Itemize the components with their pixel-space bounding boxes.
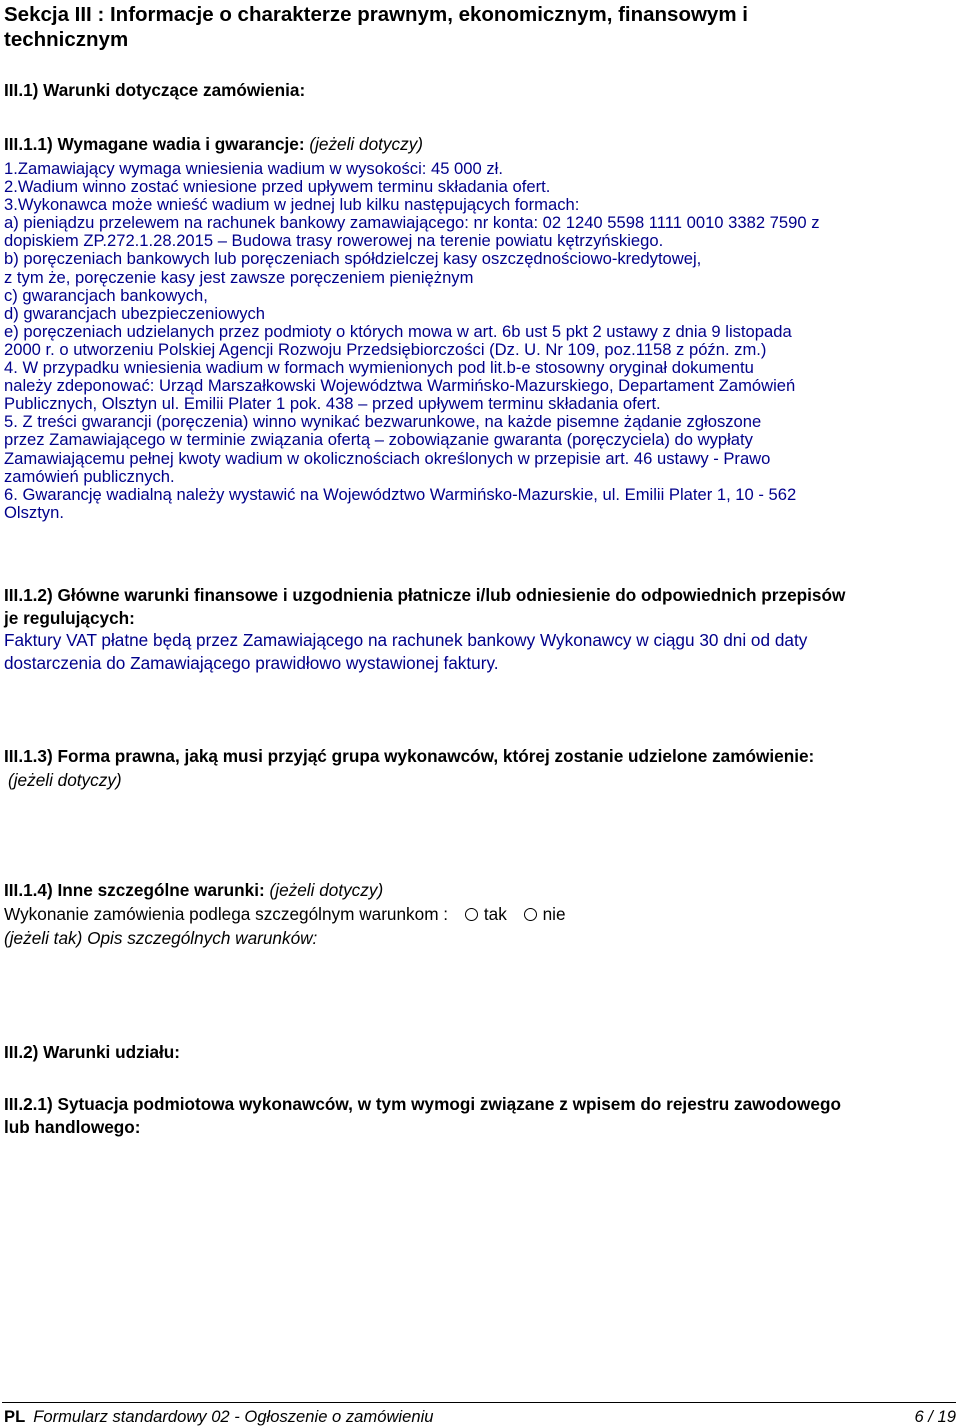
wadium-line: 2.Wadium winno zostać wniesione przed upływem terminu składania ofert. <box>4 177 551 197</box>
special-conditions-description-text: (jeżeli tak) Opis szczególnych warunków: <box>4 928 318 948</box>
wadium-line: 5. Z treści gwarancji (poręczenia) winno wynikać bezwarunkowe, na każde pisemne żądanie zgłoszone <box>4 412 762 432</box>
wadium-line: b) poręczeniach bankowych lub poręczeniach spółdzielczej kasy oszczędnościowo-kredytowej, <box>4 249 702 269</box>
wadium-line: 2000 r. o utworzeniu Polskiej Agencji Rozwoju Przedsiębiorczości (Dz. U. Nr 109, poz.1158 z późn. zm.) <box>4 339 767 359</box>
footer-page-number: 6 / 19 <box>914 1407 956 1426</box>
wadium-line: Olsztyn. <box>4 502 64 522</box>
radio-nie-label: nie <box>542 904 566 924</box>
special-conditions-question-text: Wykonanie zamówienia podlega szczególnym warunkom : <box>4 904 449 924</box>
section-title <box>4 2 904 52</box>
heading-iii-2-text: III.2) Warunki udziału: <box>4 1042 181 1062</box>
special-conditions-description-label <box>4 927 317 949</box>
heading-iii-1-text: III.1) Warunki dotyczące zamówienia: <box>4 80 306 100</box>
wadium-line: zamówień publicznych. <box>4 466 175 486</box>
heading-iii-1 <box>4 80 948 100</box>
heading-iii-1-1-note: (jeżeli dotyczy) <box>309 134 424 154</box>
wadium-line: dopiskiem ZP.272.1.28.2015 – Budowa trasy rowerowej na terenie powiatu kętrzyńskiego. <box>4 231 664 251</box>
footer-divider <box>2 1402 956 1403</box>
page-footer <box>4 1407 956 1427</box>
heading-iii-1-4 <box>4 880 948 900</box>
wadium-line: e) poręczeniach udzielanych przez podmioty o których mowa w art. 6b ust 5 pkt 2 ustawy z dnia 9 listopada <box>4 321 792 341</box>
heading-iii-1-4-note: (jeżeli dotyczy) <box>269 880 384 900</box>
heading-iii-1-1-text: III.1.1) Wymagane wadia i gwarancje: <box>4 134 305 154</box>
heading-iii-2 <box>4 1042 948 1062</box>
wadium-line: 1.Zamawiający wymaga wniesienia wadium w wysokości: 45 000 zł. <box>4 159 503 178</box>
section-title-line-1: Sekcja III : Informacje o charakterze prawnym, ekonomicznym, finansowym i <box>4 3 748 26</box>
special-conditions-question <box>4 903 566 925</box>
heading-iii-1-3-text: III.1.3) Forma prawna, jaką musi przyjąć grupa wykonawców, której zostanie udzielone zamówienie: <box>4 746 815 766</box>
wadium-line: 3.Wykonawca może wnieść wadium w jednej lub kilku następujących formach: <box>4 195 580 215</box>
heading-iii-1-2 <box>4 584 948 630</box>
wadium-line: 6. Gwarancję wadialną należy wystawić na Województwo Warmińsko-Mazurskie, ul. Emilii Plater 1, 10 - 562 <box>4 484 797 504</box>
heading-iii-1-2-line-1: III.1.2) Główne warunki finansowe i uzgodnienia płatnicze i/lub odniesienie do odpowiednich przepisów <box>4 585 846 605</box>
wadium-line: c) gwarancjach bankowych, <box>4 285 208 305</box>
wadium-line: 4. W przypadku wniesienia wadium w formach wymienionych pod lit.b-e stosowny oryginał dokumentu <box>4 358 754 378</box>
wadium-line: przez Zamawiającego w terminie związania ofertą – zobowiązanie gwaranta (poręczyciela) do wypłaty <box>4 430 753 450</box>
wadium-line: z tym że, poręczenie kasy jest zawsze poręczeniem pieniężnym <box>4 267 474 287</box>
radio-tak[interactable] <box>465 908 478 921</box>
heading-iii-2-1-line-2: lub handlowego: <box>4 1117 141 1137</box>
payment-terms <box>4 629 948 675</box>
radio-nie[interactable] <box>524 908 537 921</box>
footer-language: PL <box>4 1407 26 1426</box>
wadium-line: Publicznych, Olsztyn ul. Emilii Plater 1 pok. 438 – przed upływem terminu składania ofert. <box>4 394 661 414</box>
wadium-line: Zamawiającemu pełnej kwoty wadium w okolicznościach określonych w przepisie art. 46 ustawy - Prawo <box>4 448 771 468</box>
section-title-line-2: technicznym <box>4 28 129 51</box>
heading-iii-2-1-line-1: III.2.1) Sytuacja podmiotowa wykonawców, w tym wymogi związane z wpisem do rejestru zawodowego <box>4 1094 841 1114</box>
wadium-line: a) pieniądzu przelewem na rachunek bankowy zamawiającego: nr konta: 02 1240 5598 1111 0010 3382 7590 z <box>4 213 820 233</box>
payment-terms-line: dostarczenia do Zamawiającego prawidłowo wystawionej faktury. <box>4 653 499 673</box>
heading-iii-1-3-note: (jeżeli dotyczy) <box>8 770 122 790</box>
wadium-line: d) gwarancjach ubezpieczeniowych <box>4 303 266 323</box>
heading-iii-2-1 <box>4 1093 948 1139</box>
heading-iii-1-4-text: III.1.4) Inne szczególne warunki: <box>4 880 265 900</box>
heading-iii-1-3 <box>4 744 948 792</box>
wadium-details <box>4 160 948 522</box>
payment-terms-line: Faktury VAT płatne będą przez Zamawiającego na rachunek bankowy Wykonawcy w ciągu 30 dni od daty <box>4 630 808 650</box>
heading-iii-1-2-line-2: je regulujących: <box>4 608 135 628</box>
footer-form-name: Formularz standardowy 02 - Ogłoszenie o zamówieniu <box>33 1407 434 1426</box>
heading-iii-1-1 <box>4 134 948 154</box>
radio-tak-label: tak <box>483 904 507 924</box>
wadium-line: należy zdeponować: Urząd Marszałkowski Województwa Warmińsko-Mazurskiego, Departament Zamówień <box>4 376 796 396</box>
